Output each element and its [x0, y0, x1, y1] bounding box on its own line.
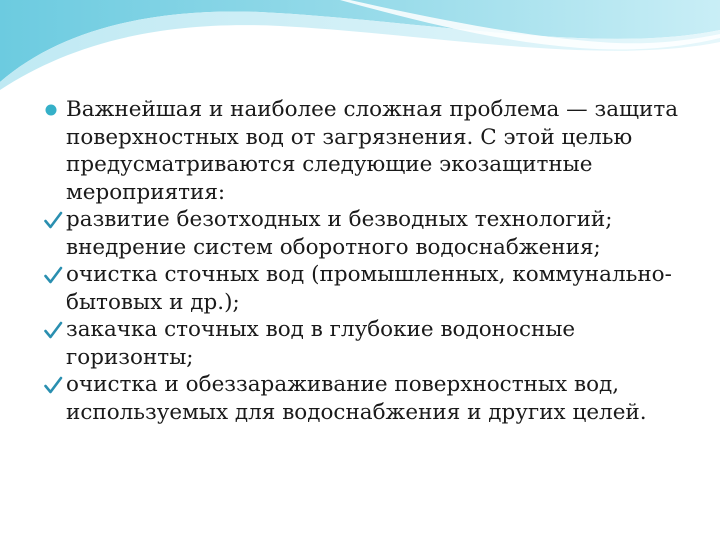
bullet-text: очистка сточных вод (промышленных, коммунально-бытовых и др.); [66, 262, 672, 315]
bullet-text: Важнейшая и наиболее сложная проблема — защита поверхностных вод от загрязнения. С этой целью предусматриваются следующие экозащитные мероприятия: [66, 97, 679, 205]
bullet-list [44, 96, 704, 426]
check-icon [44, 261, 64, 288]
bullet-item-check [44, 261, 704, 316]
bullet-text: очистка и обеззараживание поверхностных вод, используемых для водоснабжения и других целей. [66, 372, 647, 425]
bullet-text: развитие безотходных и безводных технологий; внедрение систем оборотного водоснабжения; [66, 207, 613, 260]
bullet-item-check [44, 316, 704, 371]
check-icon [44, 371, 64, 398]
circle-bullet-icon [44, 96, 64, 123]
bullet-item-check [44, 371, 704, 426]
check-icon [44, 316, 64, 343]
bullet-text: закачка сточных вод в глубокие водоносные горизонты; [66, 317, 576, 370]
bullet-item-check [44, 206, 704, 261]
bullet-item-intro [44, 96, 704, 206]
check-icon [44, 206, 64, 233]
header-wave-decoration [0, 0, 720, 90]
